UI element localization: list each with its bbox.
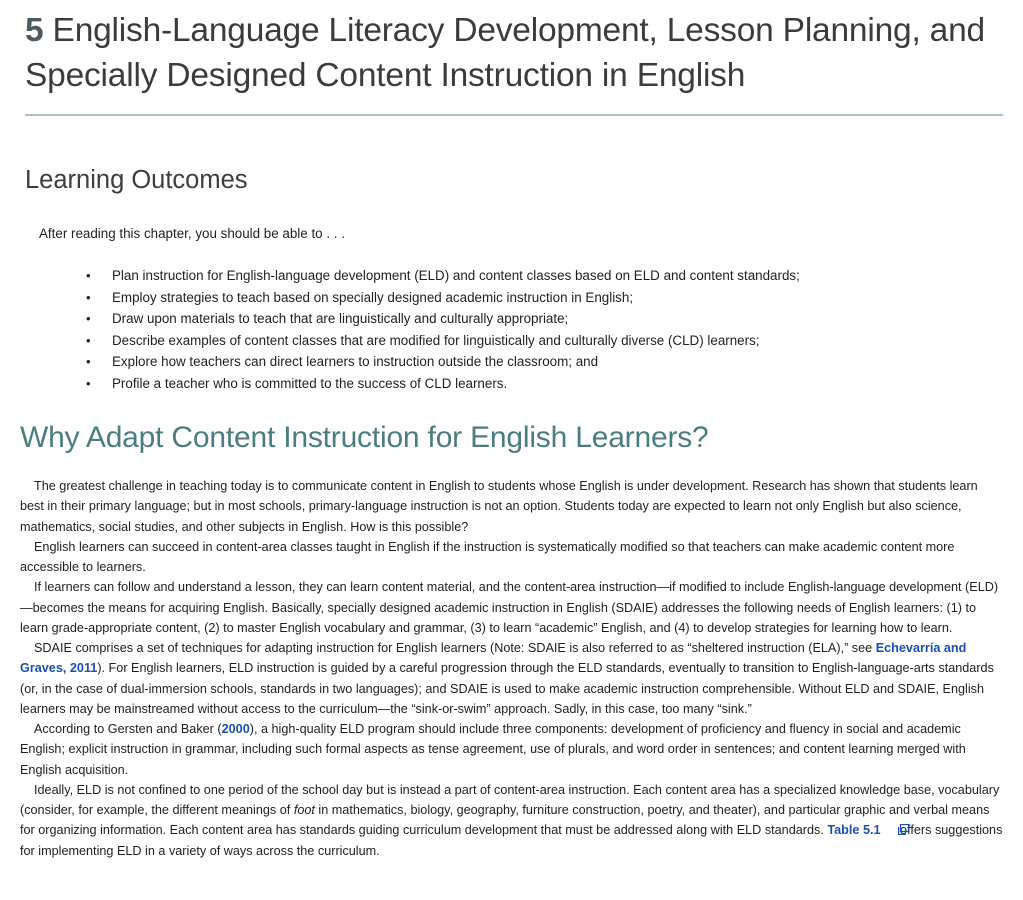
list-item bbox=[86, 287, 1006, 309]
section-body bbox=[20, 476, 1005, 861]
learning-outcomes-intro: After reading this chapter, you should be able to . . . bbox=[39, 226, 345, 241]
list-item bbox=[86, 265, 1006, 287]
bullet-icon: • bbox=[86, 375, 91, 391]
paragraph-5-text-a: According to Gersten and Baker ( bbox=[34, 722, 222, 736]
paragraph-4-text-a: SDAIE comprises a set of techniques for adapting instruction for English learners (Note: SDAIE is also referred to as “sheltered instruction (ELA),” see bbox=[34, 641, 876, 655]
citation-link-2000[interactable]: 2000 bbox=[221, 722, 250, 736]
bullet-icon: • bbox=[86, 354, 91, 369]
learning-outcomes-list bbox=[86, 265, 1006, 394]
paragraph-4 bbox=[20, 638, 1005, 719]
paragraph-2: English learners can succeed in content-area classes taught in English if the instruction is systematically modified so that teachers can make academic content more accessible to learners. bbox=[20, 539, 955, 574]
list-item bbox=[86, 351, 1006, 373]
list-item-text: Draw upon materials to teach that are linguistically and culturally appropriate; bbox=[112, 311, 569, 326]
paragraph-4-text-b: ). For English learners, ELD instruction is guided by a careful progression through the ELD standards, eventually to transition to English-language-arts standards (or, in the case of dual-immersion schools, standards in two languages); and SDAIE is used to make academic instruction comprehensible. Without ELD and SDAIE, English learners may be mainstreamed without access to the curriculum—the “sink-or-swim” approach. Sadly, in this case, too many “sink.” bbox=[20, 661, 994, 716]
list-item-text: Profile a teacher who is committed to the success of CLD learners. bbox=[112, 375, 508, 391]
bullet-icon: • bbox=[86, 268, 91, 283]
paragraph-5-text-b: ), a high-quality ELD program should include three components: development of proficiency and fluency in social and academic English; explicit instruction in grammar, including such formal aspects as tense agreement, use of plurals, and word order in sentences; and content learning merged with English acquisition. bbox=[20, 722, 966, 777]
list-item-text: Describe examples of content classes that are modified for linguistically and culturally diverse (CLD) learners; bbox=[112, 332, 760, 348]
list-item bbox=[86, 330, 1006, 352]
paragraph-6-text-b: in mathematics, biology, geography, furniture construction, poetry, and theater), and particular graphic and verbal means for organizing information. Each content area has standards guiding curriculum development that must be addressed along with ELD standards. bbox=[20, 803, 990, 838]
paragraph-3: If learners can follow and understand a lesson, they can learn content material, and the content-area instruction—if modified to include English-language development (ELD)—becomes the means for acquiring English. Basically, specially designed academic instruction in English (SDAIE) addresses the following needs of English learners: (1) to learn grade-appropriate content, (2) to master English vocabulary and grammar, (3) to learn “academic” English, and (4) to develop strategies for learning how to learn. bbox=[20, 580, 999, 635]
bullet-icon: • bbox=[86, 311, 91, 326]
paragraph-6 bbox=[20, 780, 1005, 861]
chapter-number: 5 bbox=[25, 12, 44, 49]
paragraph-5 bbox=[20, 719, 1005, 780]
citation-link-echevarria[interactable]: Echevarría and Graves, 2011 bbox=[20, 641, 967, 676]
bullet-icon: • bbox=[86, 332, 91, 348]
learning-outcomes-heading: Learning Outcomes bbox=[25, 166, 248, 194]
chapter-title bbox=[25, 8, 1010, 98]
table-5-1-link[interactable]: Table 5.1 bbox=[827, 823, 881, 838]
paragraph-6-text-c: offers suggestions for implementing ELD in a variety of ways across the curriculum. bbox=[20, 823, 1003, 858]
list-item bbox=[86, 373, 1006, 395]
bullet-icon: • bbox=[86, 289, 91, 305]
list-item-text: Employ strategies to teach based on specially designed academic instruction in English; bbox=[112, 289, 634, 305]
paragraph-6-text-a: Ideally, ELD is not confined to one period of the school day but is instead a part of content-area instruction. Each content area has a specialized knowledge base, vocabulary (consider, for example, the different meanings of bbox=[20, 782, 1000, 817]
title-divider bbox=[25, 114, 1003, 116]
external-window-icon[interactable] bbox=[884, 821, 895, 832]
list-item-text: Explore how teachers can direct learners to instruction outside the classroom; and bbox=[112, 354, 599, 369]
chapter-title-text: English-Language Literacy Development, Lesson Planning, and Specially Designed Content Instruction in English bbox=[25, 12, 985, 94]
section-heading: Why Adapt Content Instruction for English Learners? bbox=[20, 421, 709, 454]
paragraph-1: The greatest challenge in teaching today is to communicate content in English to students whose English is under development. Research has shown that students learn best in their primary language; but in most schools, primary-language instruction is not an option. Students today are expected to learn not only English but also science, mathematics, social studies, and other subjects in English. How is this possible? bbox=[20, 479, 978, 534]
list-item-text: Plan instruction for English-language development (ELD) and content classes based on ELD and content standards; bbox=[112, 268, 800, 283]
list-item bbox=[86, 308, 1006, 330]
paragraph-6-emphasis: foot bbox=[293, 803, 315, 817]
